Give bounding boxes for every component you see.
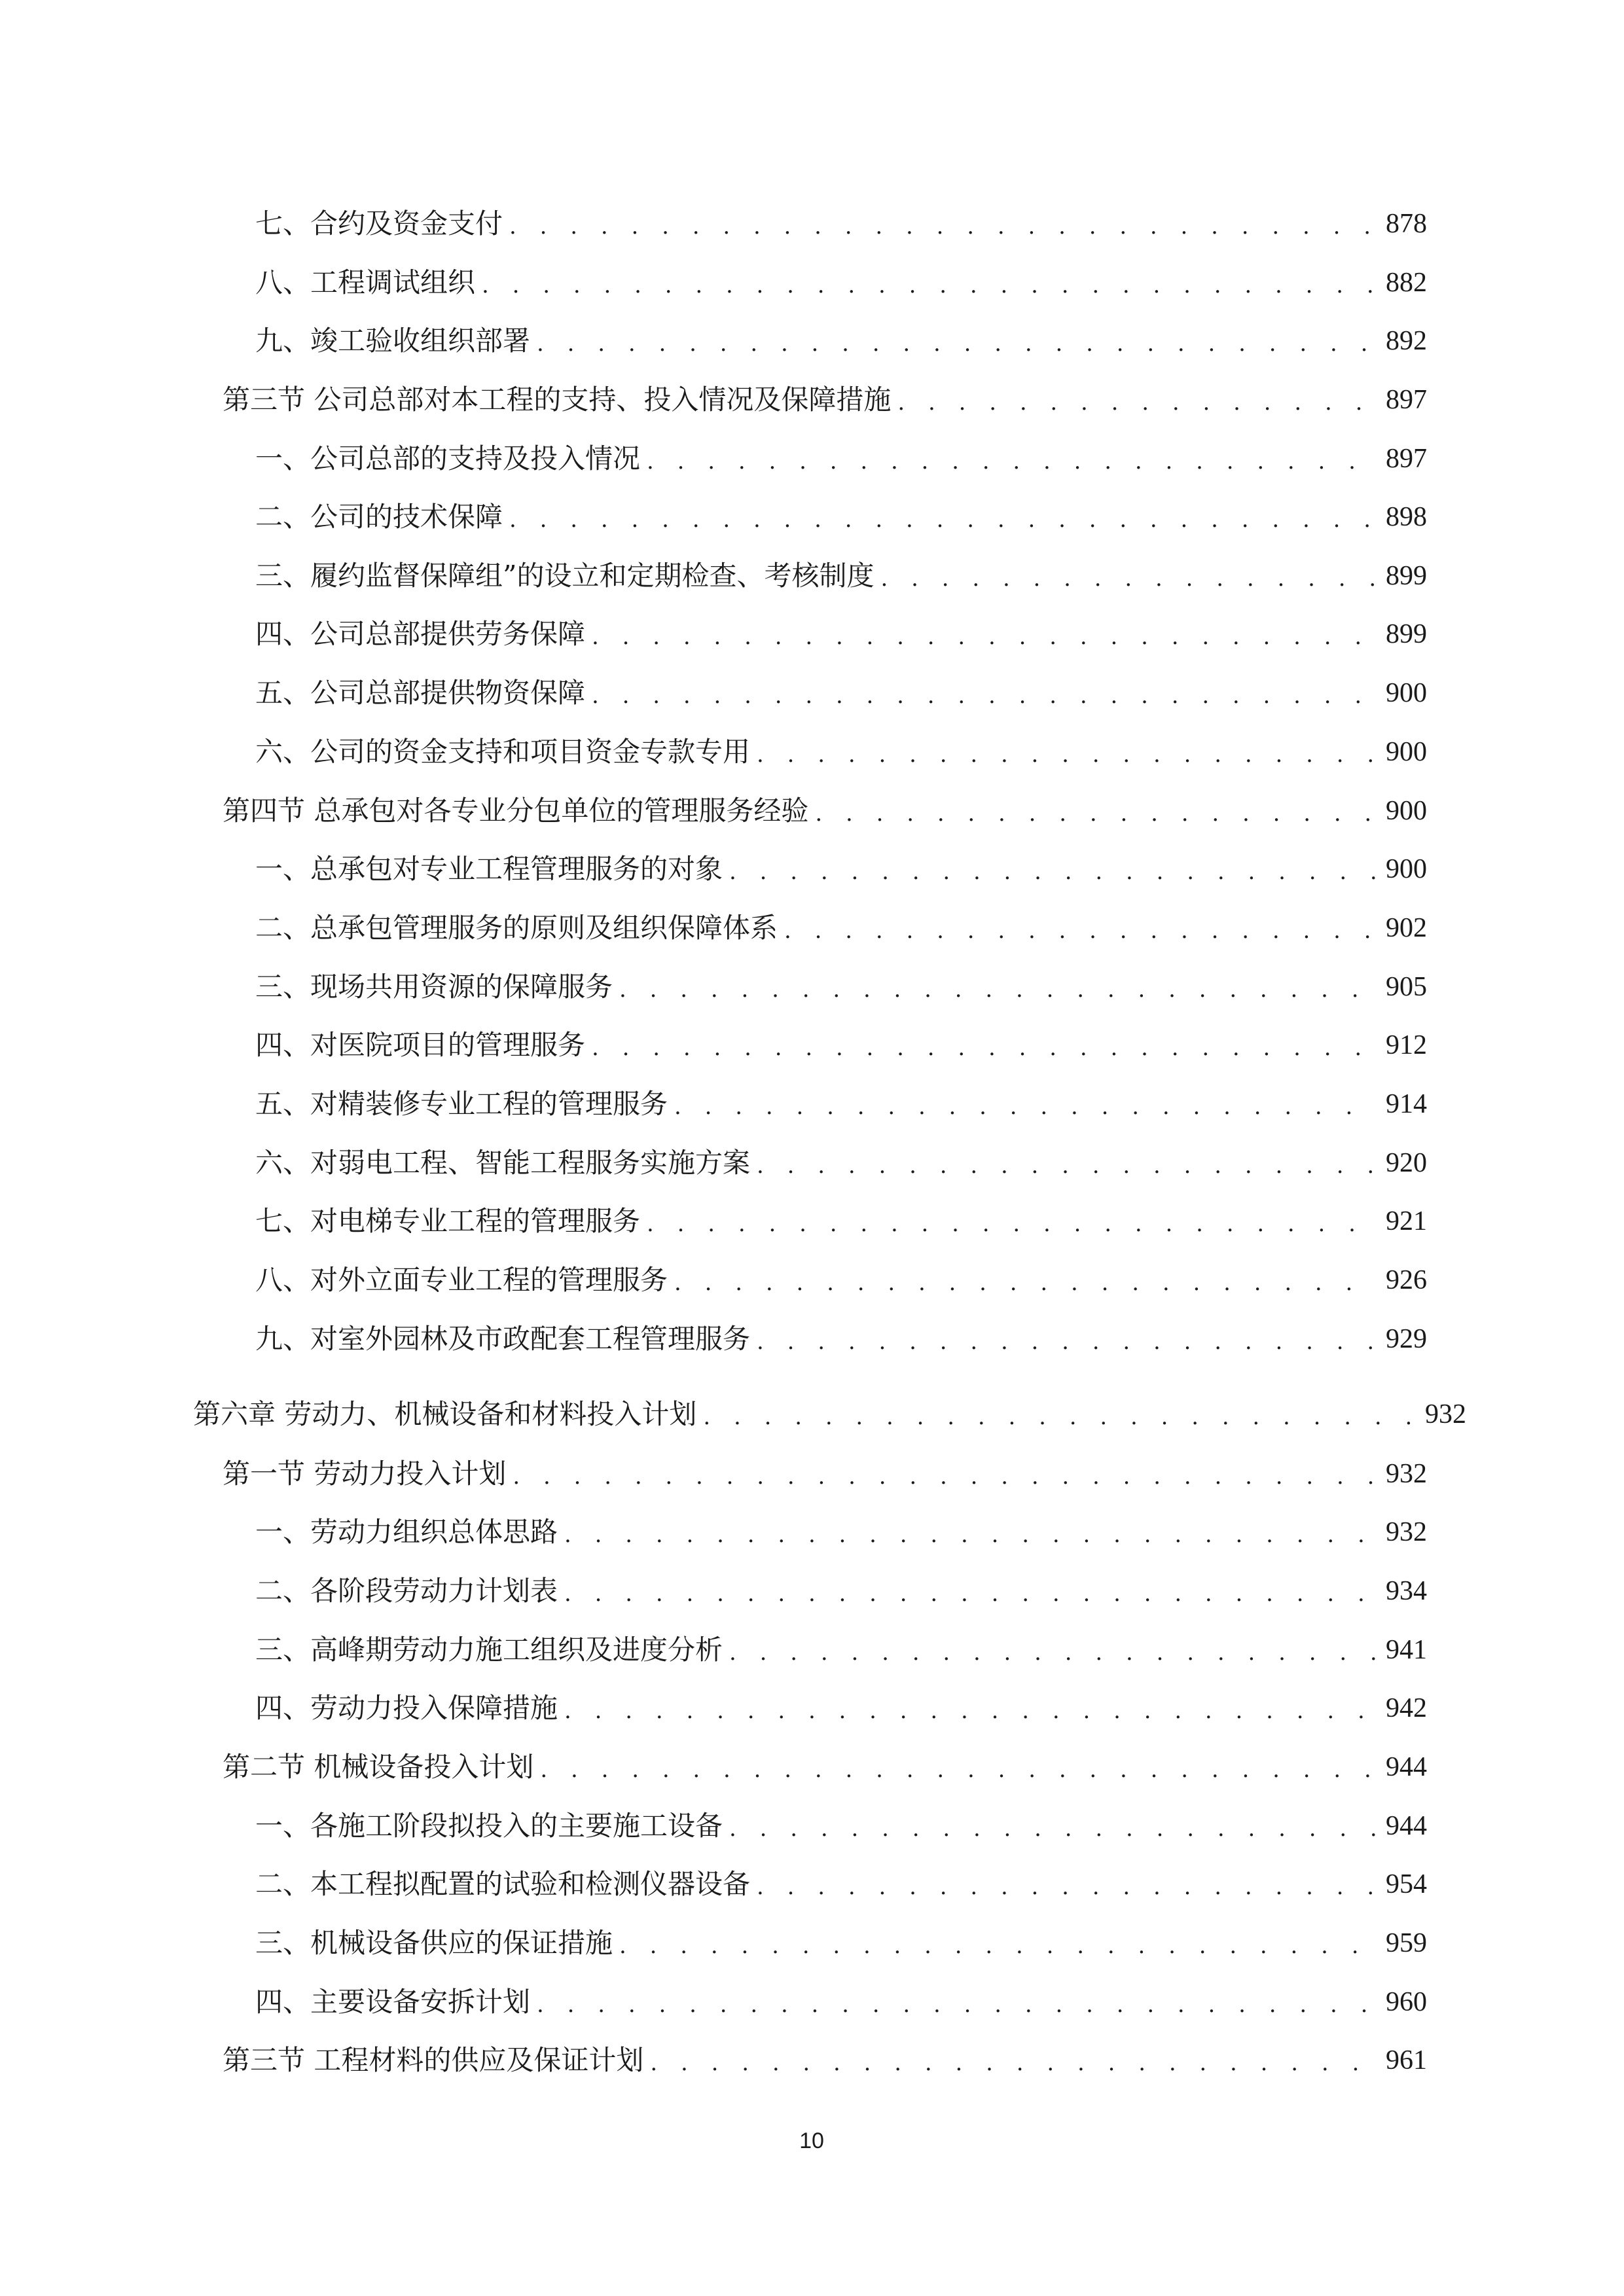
toc-subsection-entry[interactable]	[255, 1905, 1427, 1957]
toc-entry-page: 929	[1386, 1324, 1427, 1354]
dot-leader	[592, 626, 1377, 648]
toc-section-entry[interactable]	[223, 1435, 1427, 1488]
toc-entry-title: 八、对外立面专业工程的管理服务	[255, 1264, 668, 1296]
toc-entry-title: 四、公司总部提供劳务保障	[255, 618, 586, 650]
toc-entry-page: 912	[1386, 1030, 1427, 1060]
toc-subsection-entry[interactable]	[255, 302, 1427, 355]
toc-subsection-entry[interactable]	[255, 1007, 1427, 1059]
toc-section-entry[interactable]	[223, 361, 1427, 414]
dot-leader	[564, 1700, 1377, 1722]
toc-entry-title: 第四节 总承包对各专业分包单位的管理服务经验	[223, 795, 809, 827]
dot-leader	[729, 1818, 1377, 1840]
toc-subsection-entry[interactable]	[255, 1066, 1427, 1118]
toc-entry-title: 一、公司总部的支持及投入情况	[255, 442, 641, 475]
dot-leader	[729, 1641, 1377, 1664]
toc-entry-page: 959	[1386, 1928, 1427, 1958]
dot-leader	[513, 1465, 1377, 1488]
dot-leader	[815, 802, 1377, 825]
toc-entry-title: 三、现场共用资源的保障服务	[255, 971, 613, 1003]
dot-leader	[592, 1037, 1377, 1059]
toc-entry-title: 五、公司总部提供物资保障	[255, 677, 586, 709]
dot-leader	[537, 332, 1377, 355]
toc-entry-title: 第一节 劳动力投入计划	[223, 1458, 507, 1490]
dot-leader	[650, 2052, 1377, 2074]
toc-entry-title: 六、公司的资金支持和项目资金专款专用	[255, 736, 751, 768]
toc-chapter-entry[interactable]	[193, 1376, 1466, 1428]
toc-subsection-entry[interactable]	[255, 831, 1427, 883]
toc-entry-page: 934	[1386, 1576, 1427, 1606]
dot-leader	[509, 509, 1377, 531]
toc-entry-page: 926	[1386, 1265, 1427, 1295]
toc-subsection-entry[interactable]	[255, 1670, 1427, 1722]
dot-leader	[757, 1155, 1377, 1177]
toc-entry-page: 961	[1386, 2045, 1427, 2075]
toc-entry-title: 二、总承包管理服务的原则及组织保障体系	[255, 912, 778, 944]
dot-leader	[564, 1583, 1377, 1605]
toc-subsection-entry[interactable]	[255, 1242, 1427, 1294]
toc-subsection-entry[interactable]	[255, 185, 1427, 238]
toc-entry-page: 921	[1386, 1206, 1427, 1236]
dot-leader	[784, 920, 1377, 942]
dot-leader	[482, 274, 1377, 296]
toc-section-entry[interactable]	[223, 1729, 1427, 1781]
toc-entry-title: 三、高峰期劳动力施工组织及进度分析	[255, 1634, 723, 1666]
toc-section-entry[interactable]	[223, 2022, 1427, 2074]
dot-leader	[619, 978, 1377, 1001]
dot-leader	[619, 1935, 1377, 1957]
toc-subsection-entry[interactable]	[255, 596, 1427, 648]
page-number: 10	[799, 2128, 824, 2153]
dot-leader	[757, 1331, 1377, 1353]
toc-entry-title: 二、公司的技术保障	[255, 501, 503, 533]
toc-entry-title: 一、各施工阶段拟投入的主要施工设备	[255, 1810, 723, 1842]
toc-entry-title: 四、劳动力投入保障措施	[255, 1692, 558, 1724]
toc-subsection-entry[interactable]	[255, 1611, 1427, 1664]
toc-entry-title: 一、总承包对专业工程管理服务的对象	[255, 853, 723, 885]
toc-subsection-entry[interactable]	[255, 655, 1427, 707]
toc-entry-title: 二、各阶段劳动力计划表	[255, 1575, 558, 1607]
toc-subsection-entry[interactable]	[255, 1787, 1427, 1840]
dot-leader	[647, 1213, 1377, 1235]
toc-entry-title: 三、机械设备供应的保证措施	[255, 1927, 613, 1959]
toc-entry-page: 900	[1386, 737, 1427, 767]
dot-leader	[647, 450, 1377, 473]
toc-entry-page: 932	[1386, 1517, 1427, 1547]
dot-leader	[880, 567, 1377, 590]
toc-entry-page: 899	[1386, 561, 1427, 591]
toc-subsection-entry[interactable]	[255, 244, 1427, 296]
dot-leader	[509, 215, 1377, 238]
dot-leader	[674, 1272, 1377, 1294]
toc-subsection-entry[interactable]	[255, 713, 1427, 766]
toc-subsection-entry[interactable]	[255, 1183, 1427, 1235]
toc-entry-title: 三、履约监督保障组”的设立和定期检查、考核制度	[255, 560, 875, 592]
toc-entry-page: 944	[1386, 1752, 1427, 1782]
toc-entry-page: 942	[1386, 1693, 1427, 1723]
dot-leader	[757, 1876, 1377, 1898]
toc-subsection-entry[interactable]	[255, 537, 1427, 590]
toc-entry-page: 898	[1386, 502, 1427, 532]
toc-entry-page: 900	[1386, 796, 1427, 826]
toc-subsection-entry[interactable]	[255, 420, 1427, 473]
toc-entry-page: 900	[1386, 854, 1427, 884]
toc-entry-page: 914	[1386, 1089, 1427, 1119]
toc-entry-title: 四、对医院项目的管理服务	[255, 1029, 586, 1061]
toc-entry-page: 954	[1386, 1869, 1427, 1899]
toc-subsection-entry[interactable]	[255, 1552, 1427, 1605]
toc-entry-page: 941	[1386, 1635, 1427, 1665]
toc-entry-title: 七、对电梯专业工程的管理服务	[255, 1205, 641, 1237]
toc-entry-page: 944	[1386, 1811, 1427, 1841]
dot-leader	[729, 861, 1377, 883]
toc-entry-page: 920	[1386, 1148, 1427, 1178]
dot-leader	[703, 1406, 1416, 1428]
toc-entry-title: 四、主要设备安拆计划	[255, 1986, 531, 2018]
toc-entry-title: 第二节 机械设备投入计划	[223, 1751, 534, 1783]
toc-entry-title: 九、对室外园林及市政配套工程管理服务	[255, 1323, 751, 1355]
toc-subsection-entry[interactable]	[255, 1964, 1427, 2016]
toc-entry-title: 第六章 劳动力、机械设备和材料投入计划	[193, 1398, 697, 1430]
toc-entry-title: 五、对精装修专业工程的管理服务	[255, 1088, 668, 1120]
dot-leader	[537, 1994, 1377, 2016]
dot-leader	[592, 685, 1377, 707]
toc-entry-page: 897	[1386, 385, 1427, 415]
toc-entry-page: 905	[1386, 972, 1427, 1002]
toc-entry-page: 882	[1386, 268, 1427, 298]
toc-entry-page: 892	[1386, 326, 1427, 356]
toc-subsection-entry[interactable]	[255, 1494, 1427, 1546]
toc-entry-page: 902	[1386, 913, 1427, 943]
toc-subsection-entry[interactable]	[255, 478, 1427, 531]
toc-entry-page: 897	[1386, 444, 1427, 474]
toc-entry-page: 878	[1386, 209, 1427, 239]
toc-entry-page: 932	[1425, 1399, 1466, 1429]
toc-entry-page: 899	[1386, 619, 1427, 649]
dot-leader	[674, 1096, 1377, 1118]
toc-entry-page: 900	[1386, 678, 1427, 708]
toc-entry-title: 六、对弱电工程、智能工程服务实施方案	[255, 1147, 751, 1179]
toc-subsection-entry[interactable]	[255, 1846, 1427, 1898]
toc-entry-title: 第三节 工程材料的供应及保证计划	[223, 2044, 644, 2076]
dot-leader	[564, 1524, 1377, 1546]
toc-entry-page: 960	[1386, 1987, 1427, 2017]
toc-subsection-entry[interactable]	[255, 1300, 1427, 1353]
toc-entry-title: 第三节 公司总部对本工程的支持、投入情况及保障措施	[223, 384, 892, 416]
toc-entry-title: 一、劳动力组织总体思路	[255, 1516, 558, 1548]
dot-leader	[897, 391, 1377, 414]
dot-leader	[540, 1759, 1377, 1781]
toc-subsection-entry[interactable]	[255, 1124, 1427, 1177]
toc-section-entry[interactable]	[223, 772, 1427, 825]
toc-entry-page: 932	[1386, 1459, 1427, 1489]
toc-entry-title: 七、合约及资金支付	[255, 207, 503, 240]
dot-leader	[757, 744, 1377, 766]
toc-subsection-entry[interactable]	[255, 948, 1427, 1001]
toc-entry-title: 二、本工程拟配置的试验和检测仪器设备	[255, 1868, 751, 1900]
toc-subsection-entry[interactable]	[255, 889, 1427, 942]
toc-entry-title: 九、竣工验收组织部署	[255, 325, 531, 357]
toc-entry-title: 八、工程调试组织	[255, 266, 476, 298]
